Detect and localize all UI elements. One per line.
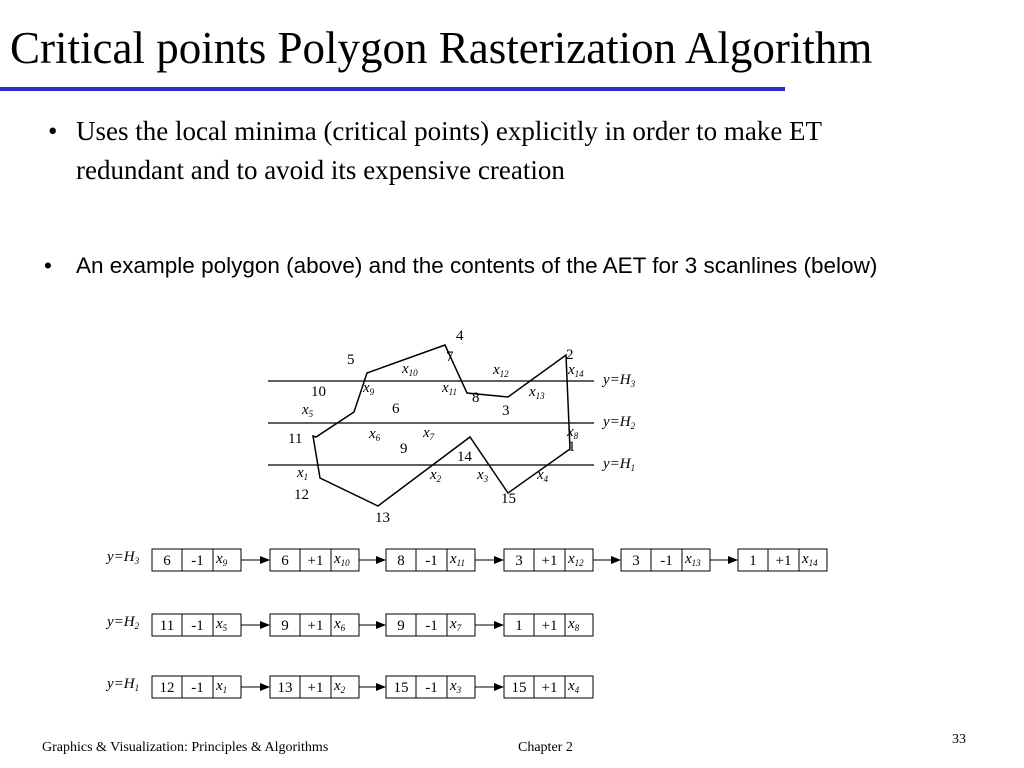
aet-node-x-value: 15: [511, 680, 527, 696]
aet-node-x-value: 1: [749, 553, 757, 569]
aet-node-increment: +1: [307, 618, 324, 634]
vertex-label: 13: [375, 510, 390, 526]
bullet-marker: •: [48, 116, 58, 146]
aet-node-increment: +1: [775, 553, 792, 569]
aet-node-x-value: 9: [397, 618, 405, 634]
bullet-text-1: Uses the local minima (critical points) explicitly in order to make ET redundant and to avoid its expensive creation: [76, 116, 822, 185]
edge-label: $x_6$: [369, 426, 381, 443]
edge-label: $x_9$: [363, 380, 375, 397]
polygon-outline: [313, 345, 570, 506]
aet-lists: [105, 549, 827, 698]
aet-node: [504, 614, 593, 636]
aet-node: [738, 549, 827, 571]
aet-node-edge-ref: $x_7$: [450, 616, 462, 633]
example-polygon: [268, 328, 636, 526]
edge-label: $x_{10}$: [402, 361, 418, 378]
scanline-label: $y=H_1$: [603, 456, 636, 473]
aet-node-edge-ref: $x_5$: [216, 616, 228, 633]
vertex-label: 15: [501, 491, 516, 507]
aet-node-edge-ref: $x_3$: [450, 678, 462, 695]
edge-label: $x_1$: [297, 465, 309, 482]
aet-row: [105, 549, 827, 571]
aet-node-x-value: 13: [277, 680, 293, 696]
aet-node: [504, 549, 620, 571]
aet-node-x-value: 12: [159, 680, 175, 696]
aet-node-x-value: 3: [515, 553, 523, 569]
edge-label: $x_2$: [430, 467, 442, 484]
aet-node-x-value: 15: [393, 680, 409, 696]
aet-node-increment: -1: [425, 680, 438, 696]
aet-node-x-value: 3: [632, 553, 640, 569]
footer-chapter: Chapter 2: [518, 740, 573, 755]
edge-label: $x_{12}$: [493, 362, 509, 379]
aet-node-increment: +1: [307, 680, 324, 696]
aet-node: [270, 614, 385, 636]
aet-node-increment: -1: [191, 553, 204, 569]
footer-book-title: Graphics & Visualization: Principles & Algorithms: [42, 740, 329, 755]
vertex-label: 2: [566, 347, 574, 363]
aet-node: [270, 676, 385, 698]
aet-node: [270, 549, 385, 571]
aet-node-x-value: 11: [159, 618, 175, 634]
aet-row: [105, 676, 593, 698]
aet-node: [152, 614, 269, 636]
aet-node: [386, 614, 503, 636]
vertex-label: 10: [311, 384, 326, 400]
aet-node: [152, 549, 269, 571]
vertex-label: 14: [457, 449, 472, 465]
aet-node-x-value: 9: [281, 618, 289, 634]
vertex-label: 7: [446, 349, 454, 365]
aet-node-edge-ref: $x_{14}$: [802, 551, 818, 568]
edge-label: $x_8$: [567, 424, 579, 441]
aet-node: [386, 549, 503, 571]
vertex-label: 11: [288, 431, 303, 447]
bullet-text-2: An example polygon (above) and the contents of the AET for 3 scanlines (below): [76, 253, 878, 278]
aet-node: [152, 676, 269, 698]
edge-label: $x_{13}$: [529, 384, 545, 401]
vertex-label: 8: [472, 390, 480, 406]
aet-node-edge-ref: $x_{13}$: [685, 551, 701, 568]
aet-row-label: $y=H_1$: [107, 676, 140, 693]
aet-node-edge-ref: $x_{10}$: [334, 551, 350, 568]
edge-label: $x_5$: [302, 402, 314, 419]
aet-node-edge-ref: $x_6$: [334, 616, 346, 633]
edge-label: $x_3$: [477, 467, 489, 484]
aet-row-label: $y=H_3$: [107, 549, 140, 566]
scanline-label: $y=H_3$: [603, 372, 636, 389]
aet-node-x-value: 6: [281, 553, 289, 569]
vertex-label: 6: [392, 401, 400, 417]
aet-node-edge-ref: $x_4$: [568, 678, 580, 695]
edge-label: $x_7$: [423, 425, 435, 442]
vertex-label: 1: [568, 439, 576, 455]
aet-node-edge-ref: $x_{12}$: [568, 551, 584, 568]
aet-node-edge-ref: $x_1$: [216, 678, 228, 695]
aet-node-edge-ref: $x_9$: [216, 551, 228, 568]
aet-node-increment: +1: [307, 553, 324, 569]
edge-label: $x_4$: [537, 467, 549, 484]
aet-node: [386, 676, 503, 698]
vertex-label: 9: [400, 441, 408, 457]
aet-node-increment: -1: [425, 618, 438, 634]
edge-label: $x_{11}$: [442, 380, 458, 397]
aet-node-increment: -1: [191, 618, 204, 634]
bullet-marker: •: [44, 253, 52, 278]
aet-node: [504, 676, 593, 698]
aet-node-edge-ref: $x_8$: [568, 616, 580, 633]
page-number: 33: [952, 732, 966, 747]
aet-node-increment: -1: [425, 553, 438, 569]
slide-title: Critical points Polygon Rasterization Algorithm: [10, 23, 873, 73]
vertex-label: 4: [456, 328, 464, 344]
vertex-label: 12: [294, 487, 309, 503]
edge-label: $x_{14}$: [568, 362, 584, 379]
vertex-label: 5: [347, 352, 355, 368]
aet-node-increment: -1: [660, 553, 673, 569]
aet-node-increment: +1: [541, 553, 558, 569]
aet-node-increment: -1: [191, 680, 204, 696]
aet-node-increment: +1: [541, 618, 558, 634]
aet-node-x-value: 8: [397, 553, 405, 569]
aet-node-increment: +1: [541, 680, 558, 696]
aet-row-label: $y=H_2$: [107, 614, 140, 631]
aet-node: [621, 549, 737, 571]
vertex-label: 3: [502, 403, 510, 419]
aet-node-edge-ref: $x_{11}$: [450, 551, 466, 568]
aet-node-x-value: 1: [515, 618, 523, 634]
aet-node-x-value: 6: [163, 553, 171, 569]
aet-row: [105, 614, 593, 636]
aet-node-edge-ref: $x_2$: [334, 678, 346, 695]
scanline-label: $y=H_2$: [603, 414, 636, 431]
